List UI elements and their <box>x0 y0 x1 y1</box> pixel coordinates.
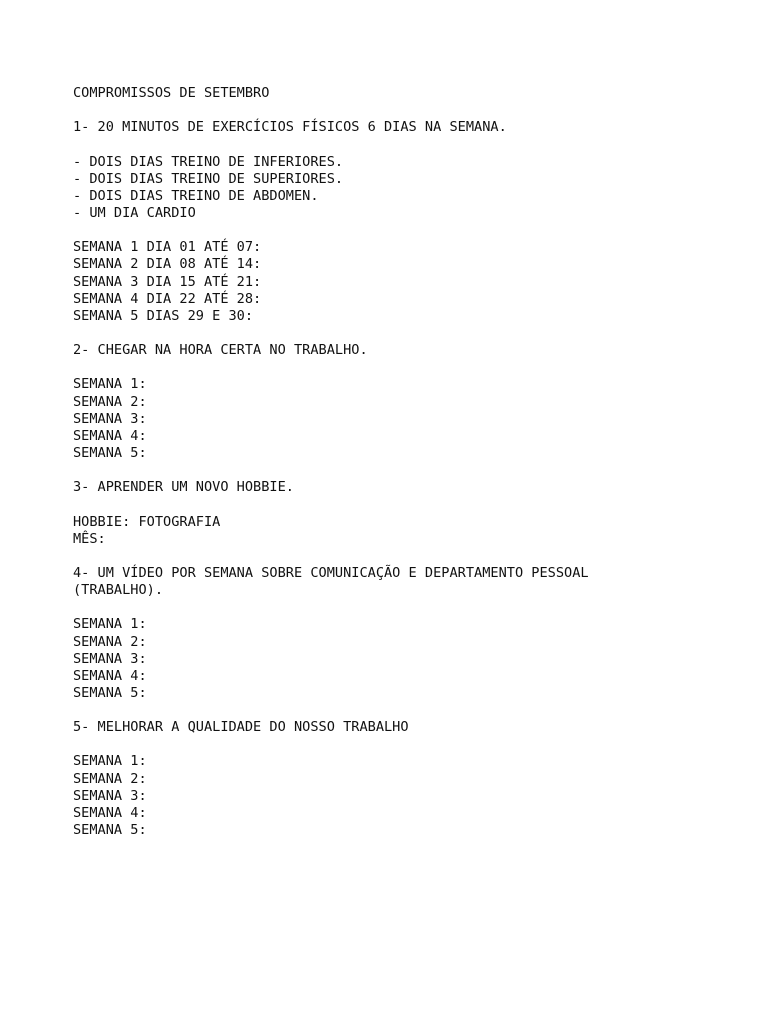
week-line: SEMANA 5 DIAS 29 E 30: <box>73 307 254 324</box>
week-line: SEMANA 1: <box>73 376 147 393</box>
week-line: SEMANA 4: <box>73 804 147 821</box>
spacer <box>73 548 733 565</box>
week-line: SEMANA 1: <box>73 616 147 633</box>
commitment-5 <box>73 719 733 839</box>
spacer <box>73 462 733 479</box>
commitment-heading: 5- MELHORAR A QUALIDADE DO NOSSO TRABALHO <box>73 719 409 736</box>
week-line: SEMANA 5: <box>73 822 147 839</box>
spacer <box>73 599 733 616</box>
spacer <box>73 702 733 719</box>
week-line: SEMANA 4 DIA 22 ATÉ 28: <box>73 290 262 307</box>
commitment-3 <box>73 479 733 548</box>
bullet-item: - DOIS DIAS TREINO DE INFERIORES. <box>73 153 344 170</box>
commitment-heading: 4- UM VÍDEO POR SEMANA SOBRE COMUNICAÇÃO E DEPARTAMENTO PESSOAL <box>73 564 589 581</box>
spacer <box>73 496 733 513</box>
week-line: SEMANA 2: <box>73 393 147 410</box>
commitment-heading-continued: (TRABALHO). <box>73 582 164 599</box>
spacer <box>73 136 733 153</box>
week-line: SEMANA 5: <box>73 444 147 461</box>
week-line: SEMANA 3 DIA 15 ATÉ 21: <box>73 273 262 290</box>
week-line: SEMANA 1 DIA 01 ATÉ 07: <box>73 239 262 256</box>
commitment-heading: 2- CHEGAR NA HORA CERTA NO TRABALHO. <box>73 342 368 359</box>
week-line: SEMANA 5: <box>73 684 147 701</box>
week-line: SEMANA 3: <box>73 787 147 804</box>
month-line: MÊS: <box>73 530 106 547</box>
week-line: SEMANA 2: <box>73 633 147 650</box>
week-line: SEMANA 1: <box>73 753 147 770</box>
commitment-heading: 3- APRENDER UM NOVO HOBBIE. <box>73 479 294 496</box>
commitment-heading: 1- 20 MINUTOS DE EXERCÍCIOS FÍSICOS 6 DIAS NA SEMANA. <box>73 119 507 136</box>
week-line: SEMANA 2 DIA 08 ATÉ 14: <box>73 256 262 273</box>
hobby-line: HOBBIE: FOTOGRAFIA <box>73 513 221 530</box>
commitment-4 <box>73 565 733 702</box>
week-line: SEMANA 4: <box>73 427 147 444</box>
week-line: SEMANA 4: <box>73 667 147 684</box>
spacer <box>73 102 733 119</box>
document-title: COMPROMISSOS DE SETEMBRO <box>73 85 270 101</box>
bullet-item: - DOIS DIAS TREINO DE ABDOMEN. <box>73 187 319 204</box>
week-line: SEMANA 3: <box>73 410 147 427</box>
bullet-item: - DOIS DIAS TREINO DE SUPERIORES. <box>73 170 344 187</box>
spacer <box>73 325 733 342</box>
spacer <box>73 359 733 376</box>
bullet-item: - UM DIA CARDIO <box>73 204 196 221</box>
week-line: SEMANA 2: <box>73 770 147 787</box>
spacer <box>73 222 733 239</box>
document-page <box>73 85 733 839</box>
commitment-2 <box>73 342 733 462</box>
spacer <box>73 736 733 753</box>
week-line: SEMANA 3: <box>73 650 147 667</box>
commitment-1 <box>73 119 733 325</box>
